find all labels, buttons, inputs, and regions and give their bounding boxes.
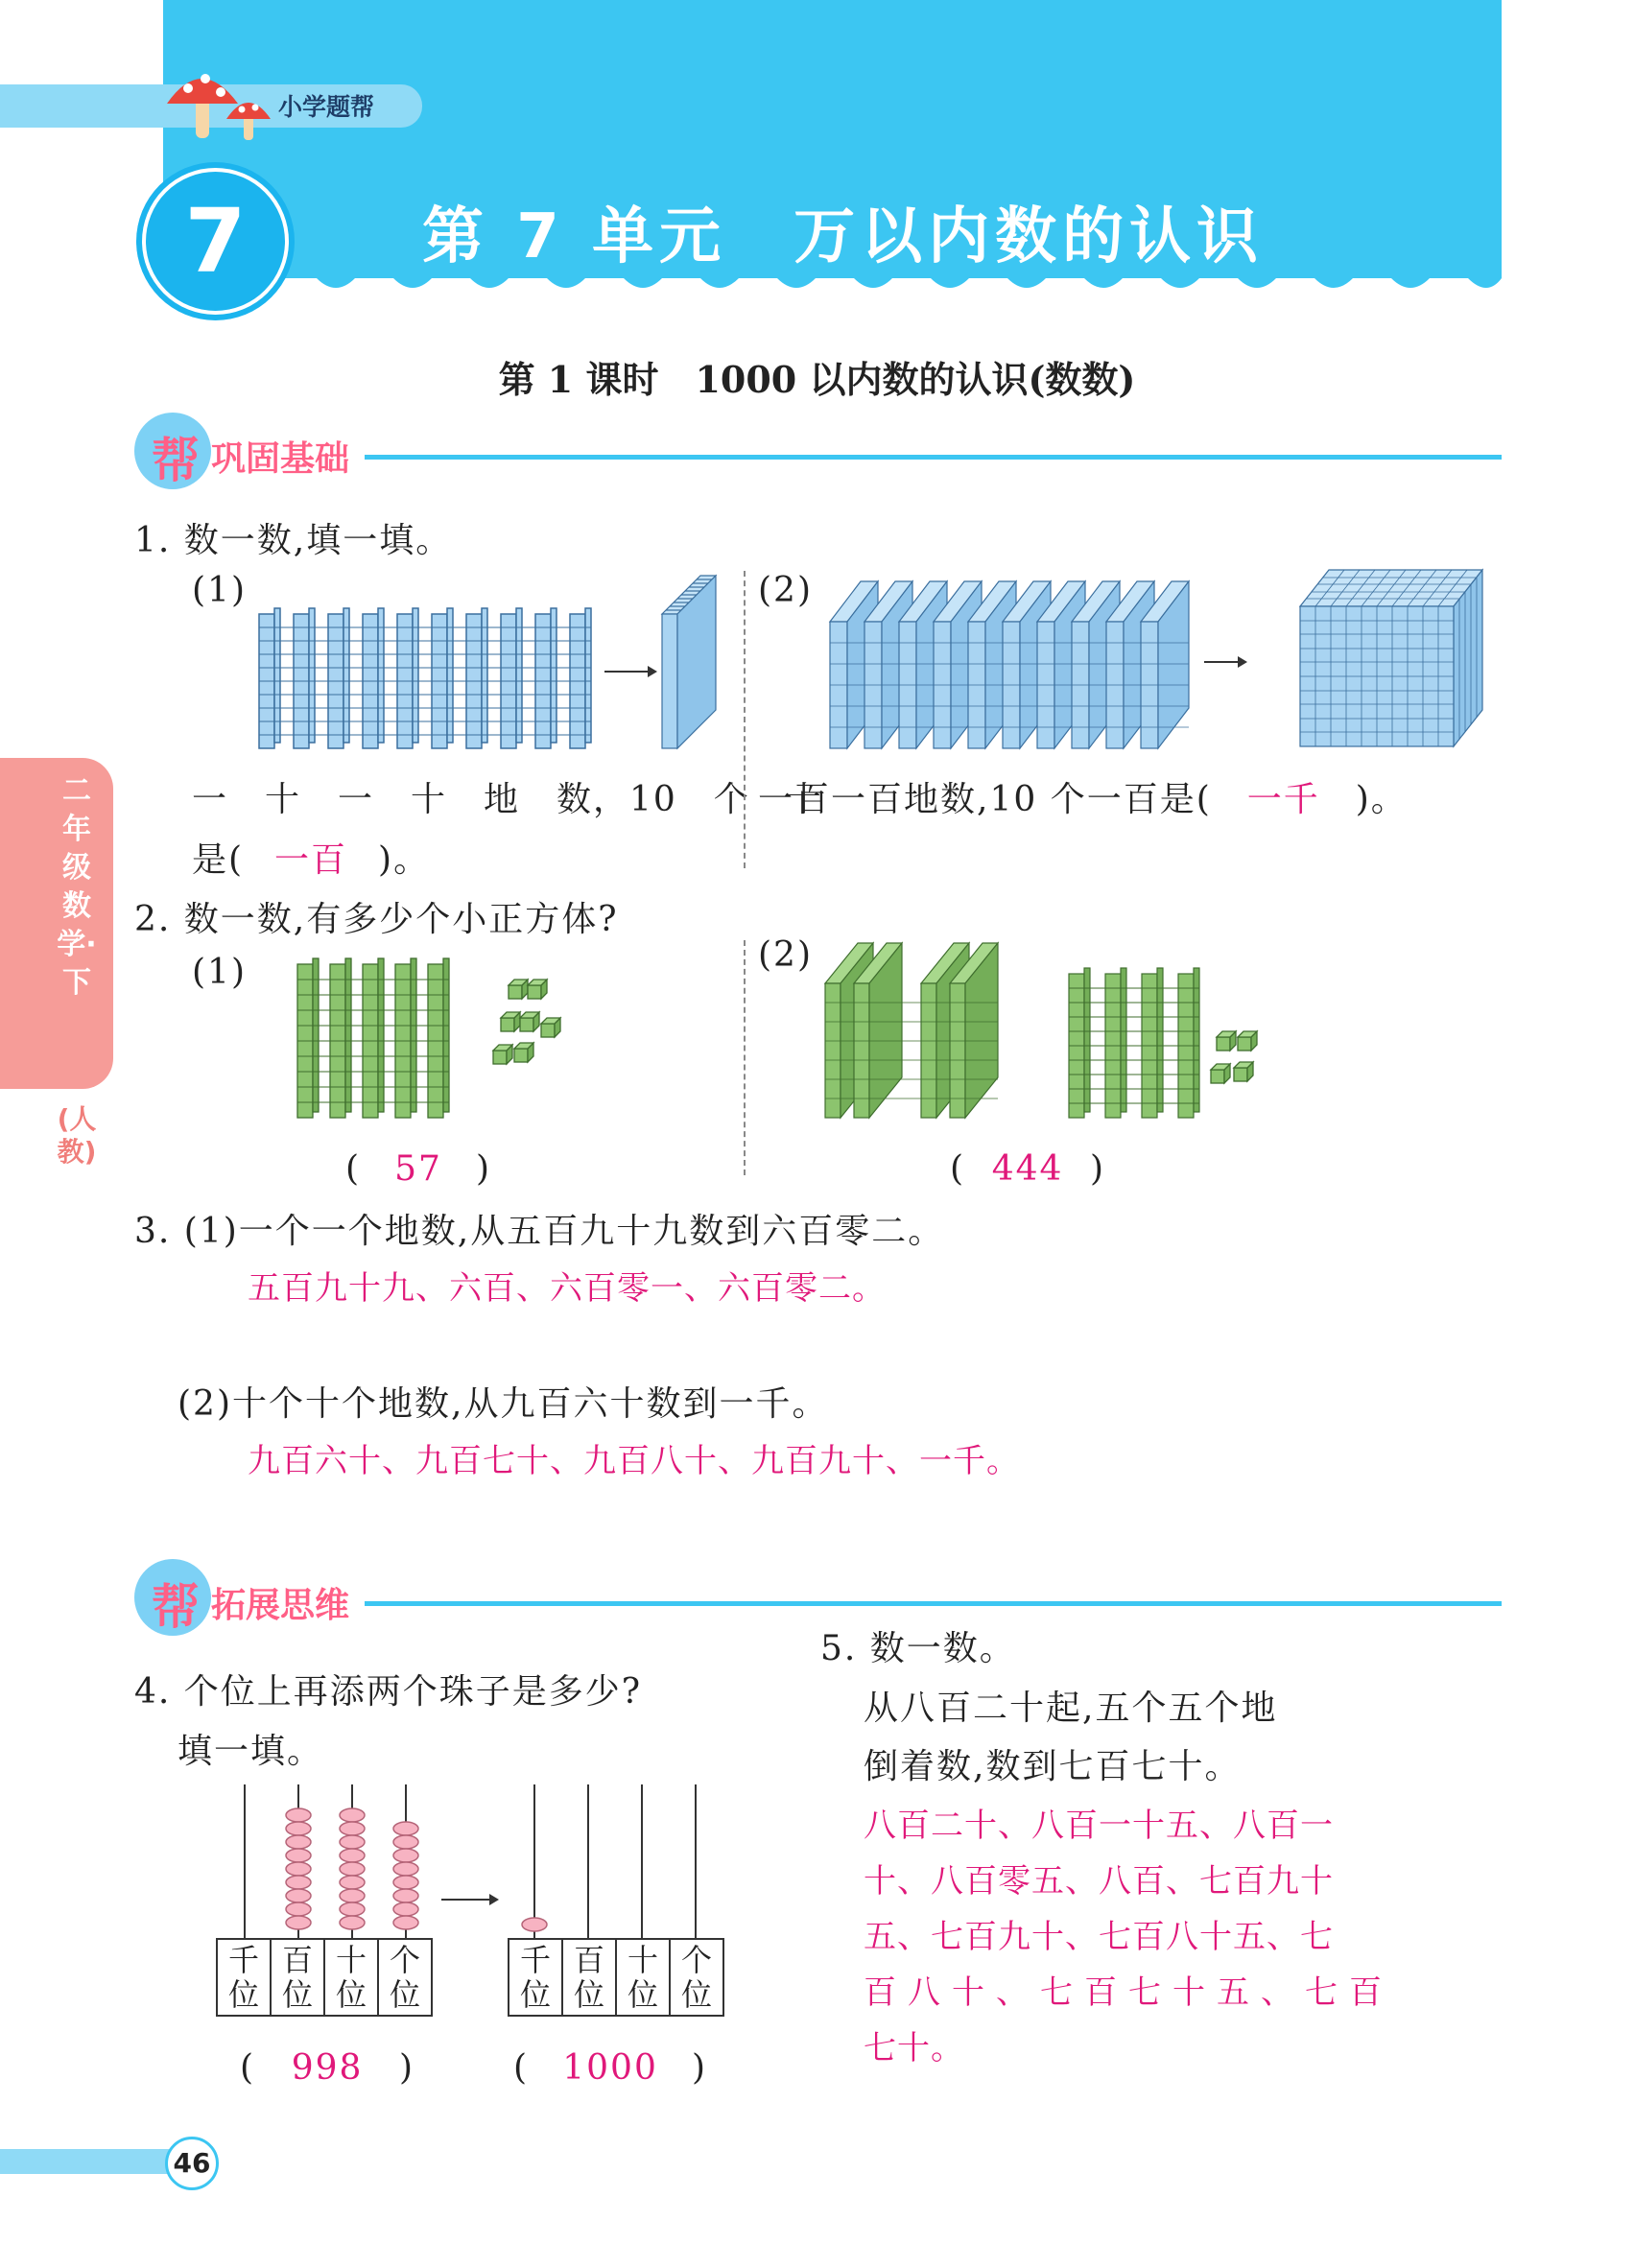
section-badge-text: 帮 xyxy=(152,433,200,488)
thousand-cube xyxy=(1300,570,1482,746)
ten-rod xyxy=(363,608,384,748)
section-divider xyxy=(365,455,1502,460)
section-label: 拓展思维 xyxy=(211,1586,350,1625)
bracket-close: ) xyxy=(1090,1149,1106,1189)
q4-stem-line2: 填一填。 xyxy=(178,1732,324,1771)
q2-part2-answer: 444 xyxy=(991,1149,1064,1189)
q5-stem: 5. 数一数。 xyxy=(820,1629,1016,1668)
q2-part2-label: (2) xyxy=(758,935,813,975)
q1-part2-answer: 一千 xyxy=(1246,780,1320,819)
ten-rod xyxy=(294,608,315,748)
ten-rod xyxy=(432,608,453,748)
unit-title: 第 7 单元 万以内数的认识 xyxy=(422,201,1265,272)
q1-part2-text xyxy=(758,772,1408,821)
bracket-close: ) xyxy=(476,1149,492,1189)
page-number: 46 xyxy=(165,2137,219,2190)
q5-line2: 倒着数,数到七百七十。 xyxy=(864,1747,1242,1786)
q3-part1-answer: 五百九十九、六百、六百零一、六百零二。 xyxy=(248,1269,886,1308)
bracket-open: ( xyxy=(950,1149,966,1189)
bracket-open: 是( xyxy=(192,840,245,880)
q3-part2-answer: 九百六十、九百七十、九百八十、九百九十、一千。 xyxy=(248,1442,1020,1480)
place-hundreds: 百 位 xyxy=(272,1940,325,2015)
unit-cube xyxy=(1234,1062,1253,1081)
lesson-title: 第 1 课时 1000 以内数的认识(数数) xyxy=(498,358,1136,401)
column-divider xyxy=(744,940,746,1175)
q1-part1-line2 xyxy=(192,833,430,882)
section-divider xyxy=(365,1601,1502,1606)
unit-cube xyxy=(541,1018,560,1037)
place-thousands: 千 位 xyxy=(218,1940,272,2015)
unit-cube xyxy=(501,1012,520,1031)
bracket-open: ( xyxy=(240,2048,256,2088)
unit-cube xyxy=(1217,1031,1236,1051)
unit-cube xyxy=(509,980,528,999)
bracket-close: ) xyxy=(692,2048,708,2088)
place-tens: 十 位 xyxy=(617,1940,671,2015)
q1-part2-label: (2) xyxy=(758,571,813,610)
ten-tens-rods-figure xyxy=(249,566,739,758)
q2-stem: 2. 数一数,有多少个小正方体? xyxy=(134,900,619,939)
unit-cube xyxy=(1238,1031,1257,1051)
q5-answer-line: 百八十、七百七十五、七百 xyxy=(864,1973,1393,2012)
q3-part2-stem: (2)十个十个地数,从九百六十数到一千。 xyxy=(178,1384,829,1424)
hundred-flat xyxy=(662,576,716,748)
section-extend-header xyxy=(134,1559,1502,1636)
column-divider xyxy=(744,571,746,868)
green-ten-rod xyxy=(330,958,351,1118)
q1-part1-label: (1) xyxy=(192,571,247,610)
side-tab-grade: 二年级数学·下 xyxy=(57,774,97,1000)
green-ten-rod xyxy=(363,958,384,1118)
mushroom-logo-icon xyxy=(163,59,278,146)
green-ten-rod xyxy=(1178,968,1199,1118)
green-ten-rod xyxy=(395,958,416,1118)
unit-cube xyxy=(493,1045,512,1064)
green-ten-rod xyxy=(1105,968,1126,1118)
tens-beads xyxy=(340,1808,365,1929)
unit-cube xyxy=(528,980,547,999)
ten-rod xyxy=(466,608,487,748)
unit-cube xyxy=(514,1043,533,1062)
abacus-right-labels xyxy=(508,1938,724,2017)
bracket-close: )。 xyxy=(378,840,431,880)
side-tab-edition: (人教) xyxy=(57,1103,97,1168)
q4-left-answer: 998 xyxy=(291,2048,364,2088)
abacus-left-labels xyxy=(216,1938,433,2017)
ten-rod xyxy=(397,608,418,748)
ten-hundreds-flats-figure xyxy=(820,566,1492,758)
unit-number-badge: 7 xyxy=(142,168,289,315)
bracket-open: ( xyxy=(513,2048,530,2088)
q5-answer-line: 五、七百九十、七百八十五、七 xyxy=(864,1918,1334,1956)
arrow-right-icon xyxy=(604,666,657,677)
section-label: 巩固基础 xyxy=(211,439,350,479)
place-ones: 个 位 xyxy=(389,1942,420,2013)
place-hundreds: 百 位 xyxy=(563,1940,617,2015)
hundreds-beads xyxy=(286,1808,311,1929)
q1-part2-prompt: 一百一百地数,10 个一百是( xyxy=(758,780,1212,819)
thousands-bead xyxy=(522,1918,547,1931)
ten-rod xyxy=(501,608,522,748)
place-ones: 个 位 xyxy=(680,1942,712,2013)
q5-answer-line: 十、八百零五、八百、七百九十 xyxy=(864,1862,1334,1901)
q5-line1: 从八百二十起,五个五个地 xyxy=(864,1689,1278,1728)
place-thousands: 千 位 xyxy=(509,1940,563,2015)
q1-stem: 1. 数一数,填一填。 xyxy=(134,521,453,560)
ten-rod xyxy=(328,608,349,748)
brand-name: 小学题帮 xyxy=(278,93,375,121)
ten-rod xyxy=(259,608,280,748)
arrow-right-icon xyxy=(441,1894,499,1905)
q2-part1-label: (1) xyxy=(192,953,247,992)
section-badge-text: 帮 xyxy=(152,1579,200,1635)
q2-part1-answer: 57 xyxy=(394,1149,442,1189)
bracket-open: ( xyxy=(345,1149,362,1189)
place-tens: 十 位 xyxy=(325,1940,379,2015)
green-ten-rod xyxy=(1142,968,1163,1118)
green-ten-rod xyxy=(297,958,319,1118)
q4-right-answer: 1000 xyxy=(562,2048,658,2088)
q3-part1-stem: 3. (1)一个一个地数,从五百九十九数到六百零二。 xyxy=(134,1212,945,1251)
green-ten-rod xyxy=(428,958,449,1118)
green-cubes-444-figure xyxy=(816,926,1295,1127)
q4-right-answer-line xyxy=(513,2048,707,2088)
section-basic-header xyxy=(134,413,1502,489)
q2-part1-answer-line xyxy=(345,1149,491,1189)
q5-answer-line: 七十。 xyxy=(864,2029,964,2067)
green-ten-rod xyxy=(1069,968,1090,1118)
q4-stem-line1: 4. 个位上再添两个珠子是多少? xyxy=(134,1672,643,1712)
q4-left-answer-line xyxy=(240,2048,414,2088)
ten-rod xyxy=(570,608,591,748)
unit-cube xyxy=(520,1012,539,1031)
ones-beads xyxy=(393,1822,418,1929)
unit-cube xyxy=(1211,1064,1230,1083)
bracket-close: )。 xyxy=(1355,780,1408,819)
green-cubes-57-figure xyxy=(288,945,585,1127)
arrow-right-icon xyxy=(1204,656,1247,668)
bracket-close: ) xyxy=(399,2048,415,2088)
q1-part1-text: 一 十 一 十 地 数，10 个 十 xyxy=(192,780,823,819)
ten-rod xyxy=(535,608,557,748)
q1-part1-answer: 一百 xyxy=(274,840,348,880)
q2-part2-answer-line xyxy=(950,1149,1105,1189)
q5-answer-line: 八百二十、八百一十五、八百一 xyxy=(864,1807,1334,1845)
abacus-rods-figure xyxy=(216,1784,734,1938)
